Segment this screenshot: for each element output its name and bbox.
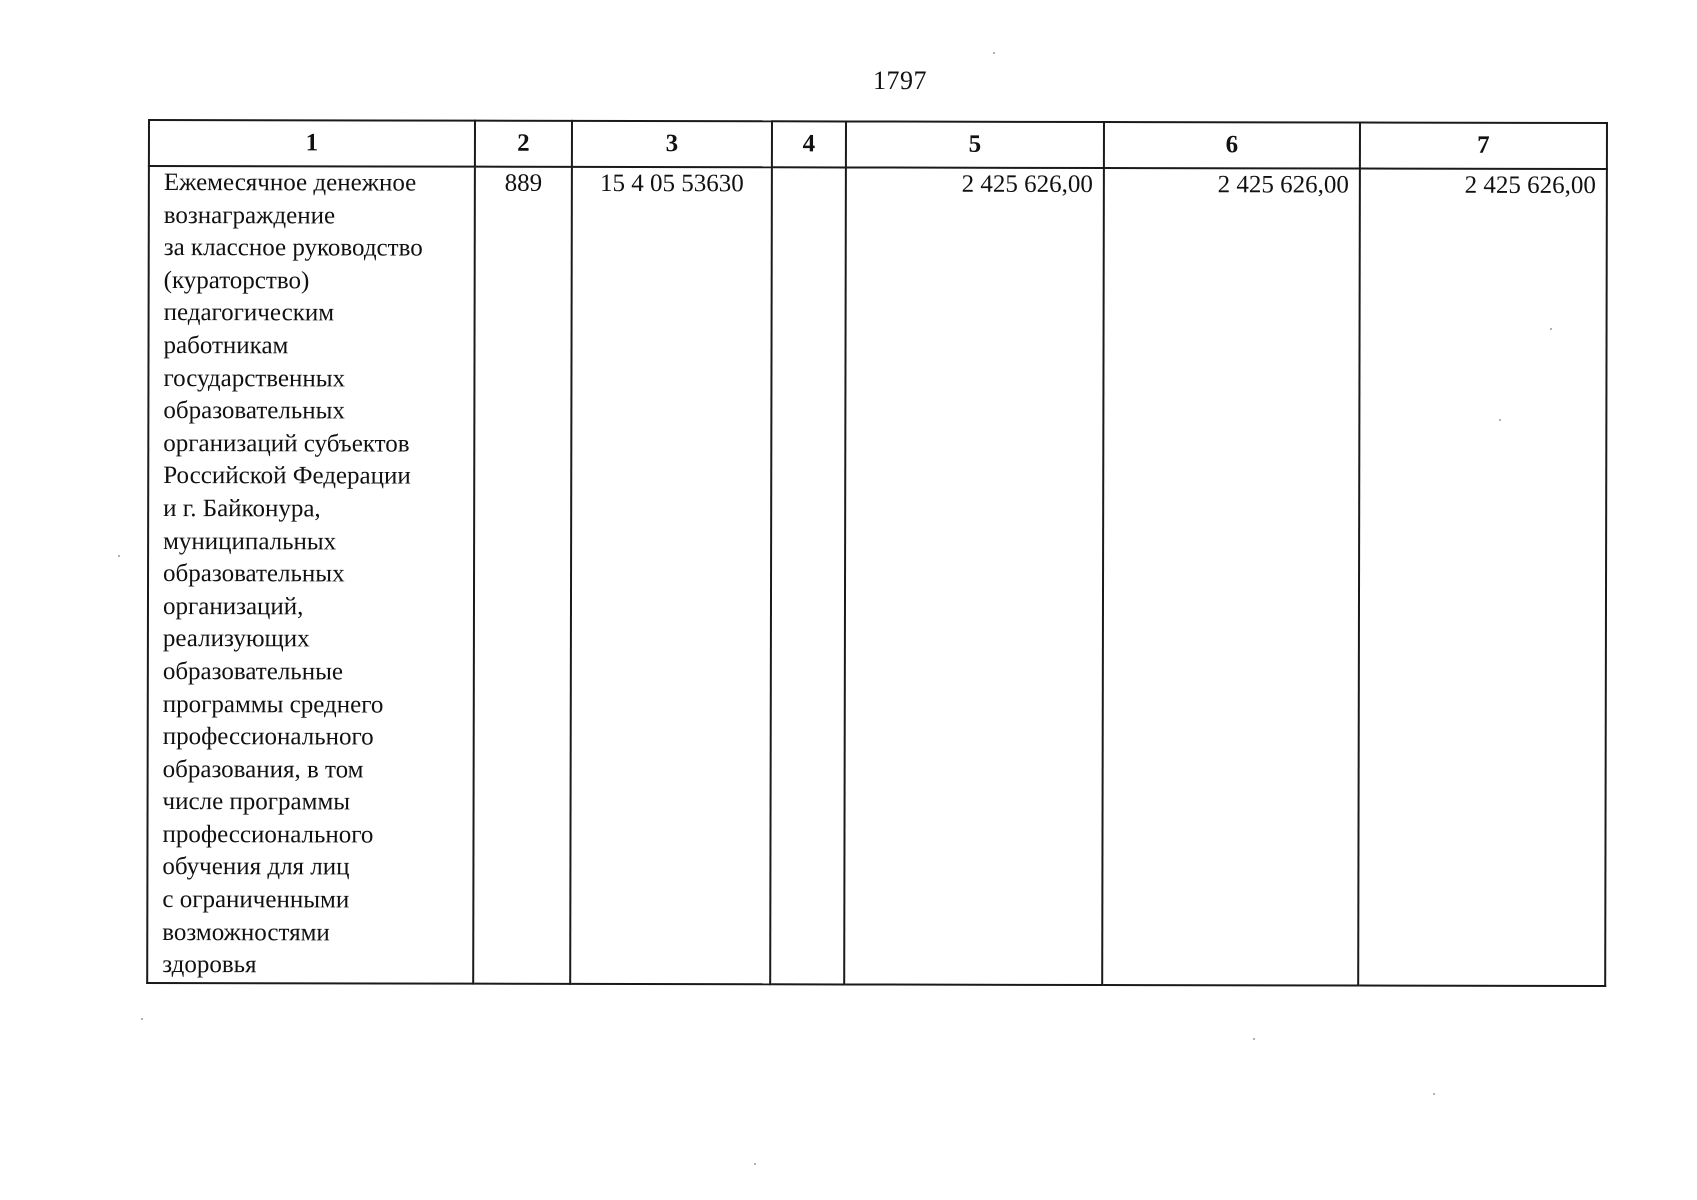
amount-cell-1: 2 425 626,00 <box>844 167 1104 985</box>
expense-type-cell <box>770 167 846 984</box>
column-header-7: 7 <box>1360 123 1607 170</box>
header-row <box>149 120 1607 169</box>
target-article-cell: 15 4 05 53630 <box>570 167 772 984</box>
page-number: 1797 <box>873 66 927 95</box>
scan-speck <box>754 1163 756 1165</box>
scan-speck <box>1253 1038 1255 1040</box>
amount-cell-2: 2 425 626,00 <box>1102 168 1360 986</box>
scan-speck <box>118 555 120 557</box>
column-header-3: 3 <box>572 121 772 167</box>
scan-speck <box>1433 1093 1435 1095</box>
amount-cell-3: 2 425 626,00 <box>1358 169 1607 987</box>
code-cell: 889 <box>473 167 572 984</box>
scan-speck <box>1550 328 1552 330</box>
column-header-1: 1 <box>149 120 475 167</box>
budget-table <box>146 119 1608 987</box>
column-header-6: 6 <box>1104 122 1360 169</box>
table-row <box>147 166 1607 986</box>
scan-speck <box>1499 419 1501 421</box>
column-header-2: 2 <box>475 121 572 167</box>
column-header-4: 4 <box>772 121 846 167</box>
expense-name-cell: Ежемесячное денежное вознаграждение за классное руководство (кураторство) педагогическим работникам государственных образовательных организаций субъектов Российской Федерации и г. Байконура, муниципальных образовательных организаций, реализующих образовательные программы среднего профессионального образования, в том числе программы профессионального обучения для лиц с ограниченными возможностями здоровья <box>147 166 475 984</box>
scan-speck <box>993 52 995 54</box>
column-header-5: 5 <box>846 121 1104 168</box>
scan-speck <box>141 1018 143 1020</box>
